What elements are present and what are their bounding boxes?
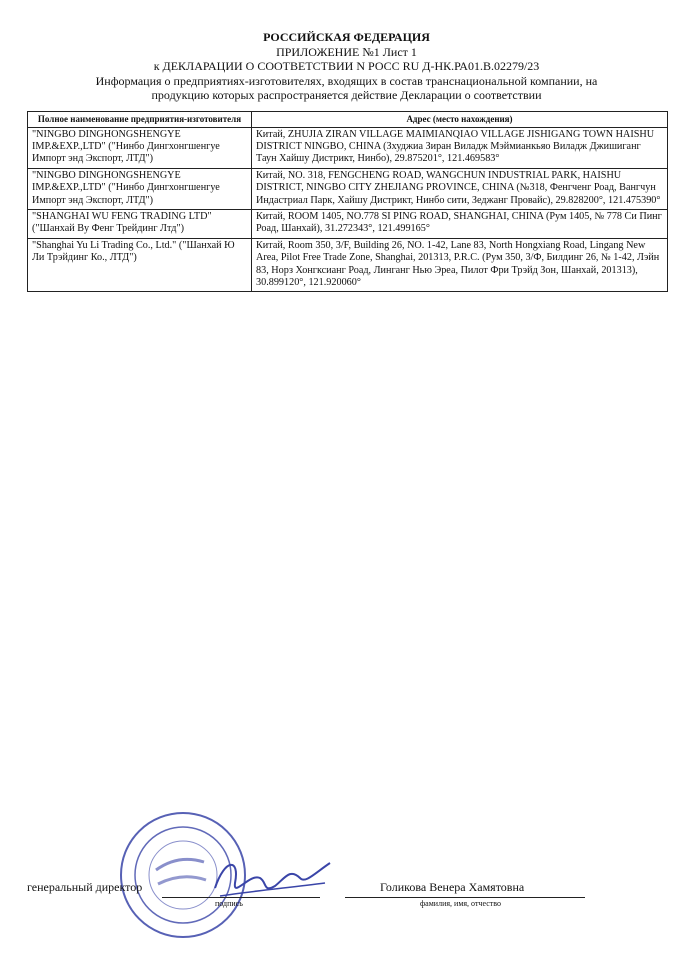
name-line (345, 897, 585, 898)
table-header-row (28, 112, 668, 128)
country-title: РОССИЙСКАЯ ФЕДЕРАЦИЯ (263, 30, 430, 44)
manufacturer-name: "Shanghai Yu Li Trading Co., Ltd." ("Шанхай Ю Ли Трэйдинг Ко., ЛТД") (28, 238, 252, 292)
manufacturers-table (27, 111, 668, 292)
appendix-title: ПРИЛОЖЕНИЕ №1 Лист 1 (276, 44, 417, 59)
name-caption: фамилия, имя, отчество (420, 899, 501, 908)
manufacturer-address: Китай, ZHUJIA ZIRAN VILLAGE MAIMIANQIAO VILLAGE JISHIGANG TOWN HAISHU DISTRICT NINGBO, CHINA (Зхуджиа Зиран Виладж Мэймианкьяо Виладж Джишиганг Таун Хайшу Дистрикт, Нинбо), 29.875201°, 121.469583° (252, 127, 668, 168)
column-header-address: Адрес (место нахождения) (252, 112, 668, 128)
signature-line (162, 897, 320, 898)
manufacturer-address: Китай, ROOM 1405, NO.778 SI PING ROAD, SHANGHAI, CHINA (Рум 1405, № 778 Си Пинг Роад, Шанхай), 31.272343°, 121.499165° (252, 209, 668, 238)
manufacturer-address: Китай, NO. 318, FENGCHENG ROAD, WANGCHUN INDUSTRIAL PARK, HAISHU DISTRICT, NINGBO CITY ZHEJIANG PROVINCE, CHINA (№318, Фенгченг Роад, Вангчун Индастриал Парк, Хайшу Дистрикт, Нинбо сити, Зеджанг Провайс), 29.828200°, 121.475390° (252, 168, 668, 209)
signatory-name: Голикова Венера Хамятовна (380, 880, 525, 894)
manufacturer-name: "NINGBO DINGHONGSHENGYE IMP.&EXP.,LTD" ("Нинбо Дингхонгшенгуе Импорт энд Экспорт, ЛТД") (28, 127, 252, 168)
intro-line-1: Информация о предприятиях-изготовителях, входящих в состав транснациональной компании, на (95, 73, 598, 88)
manufacturer-name: "SHANGHAI WU FENG TRADING LTD" ("Шанхай Ву Фенг Трейдинг Лтд") (28, 209, 252, 238)
intro-line-2: продукцию которых распространяется действие Декларации о соответствии (151, 88, 542, 102)
document-header (0, 30, 693, 103)
signatory-role: генеральный директор (27, 880, 143, 894)
table-row (28, 238, 668, 292)
table-row (28, 168, 668, 209)
manufacturer-name: "NINGBO DINGHONGSHENGYE IMP.&EXP.,LTD" ("Нинбо Дингхонгшенгуе Импорт энд Экспорт, ЛТД") (28, 168, 252, 209)
signature-caption: подпись (215, 899, 243, 908)
declaration-reference: к ДЕКЛАРАЦИИ О СООТВЕТСТВИИ N РОСС RU Д-НК.РА01.В.02279/23 (153, 59, 540, 73)
signature-block (0, 800, 693, 970)
column-header-name: Полное наименование предприятия-изготовителя (28, 112, 252, 128)
manufacturer-address: Китай, Room 350, 3/F, Building 26, NO. 1-42, Lane 83, North Hongxiang Road, Lingang New Area, Pilot Free Trade Zone, Shanghai, 201313, P.R.C. (Рум 350, 3/Ф, Билдинг 26, № 1-42, Лэйн 83, Норз Хонгксианг Роад, Линганг Нью Эреа, Пилот Фри Трэйд Зон, Шанхай, 201313), 30.899120°, 121.920060° (252, 238, 668, 292)
table-row (28, 127, 668, 168)
table-row (28, 209, 668, 238)
